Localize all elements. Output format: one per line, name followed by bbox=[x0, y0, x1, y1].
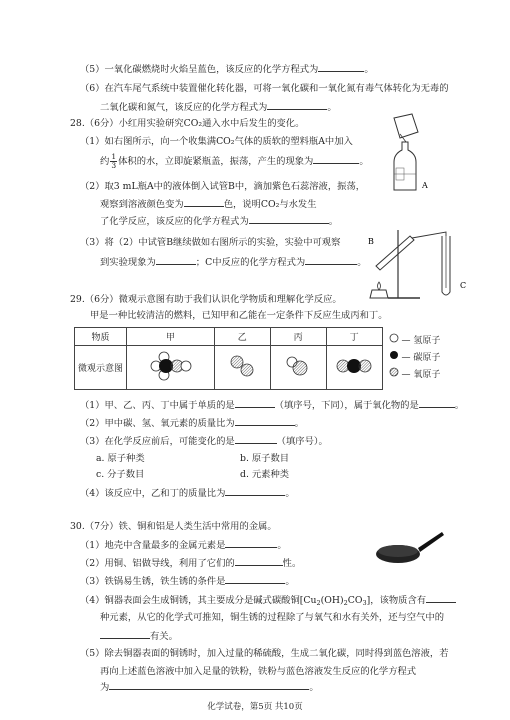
q30-s3: （3）铁锅易生锈，铁生锈的条件是 。 bbox=[80, 576, 295, 587]
q29-title: 29.（6分）微观示意图有助于我们认识化学物质和理解化学反应。 bbox=[70, 294, 342, 305]
q-prev-item6-line1: （6）在汽车尾气系统中装置催化转化器，可将一氧化碳和一氧化氮有毒气体转化为无毒的 bbox=[80, 83, 449, 94]
legend-oxygen: — 氧原子 bbox=[389, 367, 454, 384]
q30-s4-line3: 有关。 bbox=[100, 629, 178, 643]
q29-intro: 甲是一种比较清洁的燃料，已知甲和乙能在一定条件下反应生成丙和丁。 bbox=[90, 310, 388, 321]
q29-s3: （3）在化学反应前后，可能变化的是 （填序号）。 bbox=[80, 436, 328, 447]
q29-s4: （4）该反应中，乙和丁的质量比为 。 bbox=[80, 488, 295, 499]
test-tube-c bbox=[442, 236, 450, 295]
q28-s3-line1: （3）将（2）中试管B继续做如右图所示的实验，实验中可观察 bbox=[80, 237, 341, 248]
q29-option-d: d. 元素种类 bbox=[240, 469, 290, 480]
answer-blank[interactable] bbox=[235, 398, 275, 408]
formula-part1: $_2(OH)_2CO_3$ bbox=[316, 595, 367, 607]
label-a: A bbox=[422, 181, 428, 190]
q28-s2-line1: （2）取3 mL瓶A中的液体倒入试管B中，滴加紫色石蕊溶液，振荡， bbox=[80, 181, 366, 192]
carbon-dioxide-molecule-icon bbox=[334, 350, 374, 382]
answer-blank[interactable] bbox=[426, 593, 456, 603]
beaker-pouring bbox=[394, 114, 418, 142]
q-prev-item5: （5）一氧化碳燃烧时火焰呈蓝色，该反应的化学方程式为 。 bbox=[80, 64, 374, 75]
q30-s5-line2: 再向上述蓝色溶液中加入足量的铁粉，铁粉与蓝色溶液发生反应的化学方程式 bbox=[100, 666, 417, 677]
answer-blank[interactable] bbox=[225, 538, 277, 548]
q30-s2: （2）用铜、铝做导线，利用了它们的 性。 bbox=[80, 558, 302, 569]
molecule-table bbox=[74, 327, 454, 390]
label-b: B bbox=[368, 237, 374, 246]
page-footer: 化学试卷，第5页 共10页 bbox=[207, 702, 303, 712]
q30-s5-line3: 为 。 bbox=[100, 682, 319, 693]
answer-blank[interactable] bbox=[318, 62, 364, 72]
oxygen-atom-icon bbox=[389, 367, 399, 377]
answer-blank[interactable] bbox=[235, 556, 283, 566]
bottle-a-figure bbox=[372, 112, 444, 192]
molecule-bing bbox=[270, 346, 326, 390]
q30-s1: （1）地壳中含量最多的金属元素是 。 bbox=[80, 540, 287, 551]
legend-carbon: — 碳原子 bbox=[389, 350, 454, 367]
answer-blank[interactable] bbox=[313, 154, 359, 164]
q29-option-b: b. 原子数目 bbox=[240, 453, 290, 464]
q30-title: 30.（7分）铁、铜和铝是人类生活中常用的金属。 bbox=[70, 521, 277, 532]
q29-s2: （2）甲中碳、氢、氧元素的质量比为 。 bbox=[80, 418, 304, 429]
q28-s1-line2: 约 $\frac{1}{3}$ 体积的水，立即旋紧瓶盖，振荡，产生的现象为 。 bbox=[100, 152, 369, 170]
hydrogen-atom-icon bbox=[389, 333, 399, 343]
answer-blank[interactable] bbox=[225, 574, 285, 584]
soft-plastic-bottle bbox=[394, 142, 416, 190]
water-molecule-icon bbox=[282, 350, 314, 382]
atom-legend bbox=[383, 333, 454, 384]
iron-stand bbox=[388, 230, 420, 298]
q30-s4-line2: 种元素，从它的化学式可推知，铜生锈的过程除了与氧气和水有关外，还与空气中的 bbox=[100, 612, 444, 623]
row-label-micro: 微观示意图 bbox=[75, 346, 127, 390]
molecule-ding bbox=[326, 346, 382, 390]
q-prev-item6-line2: 二氧化碳和氮气，该反应的化学方程式为 。 bbox=[100, 102, 337, 113]
legend-hydrogen: — 氢原子 bbox=[389, 333, 454, 350]
q28-s3-line2: 到实验现象为 ；C中反应的化学方程式为 。 bbox=[100, 257, 367, 268]
answer-blank[interactable] bbox=[225, 486, 285, 496]
answer-blank[interactable] bbox=[184, 197, 224, 207]
answer-blank[interactable] bbox=[156, 255, 196, 265]
answer-blank[interactable] bbox=[305, 255, 357, 265]
answer-blank[interactable] bbox=[249, 214, 329, 224]
q29-s1: （1）甲、乙、丙、丁中属于单质的是 （填序号，下同），属于氧化物的是 。 bbox=[80, 400, 465, 411]
answer-blank[interactable] bbox=[267, 100, 327, 110]
row-label-substance: 物质 bbox=[75, 328, 127, 346]
test-tube-b bbox=[376, 232, 446, 270]
molecule-yi bbox=[214, 346, 270, 390]
alcohol-lamp bbox=[370, 282, 388, 298]
answer-blank[interactable] bbox=[235, 434, 277, 444]
carbon-atom-icon bbox=[389, 350, 399, 360]
q30-s5-line1: （5）除去铜器表面的铜锈时，加入过量的稀硫酸，生成二氧化碳，同时得到蓝色溶液，若 bbox=[80, 648, 449, 659]
q28-s2-line2: 观察到溶液颜色变为 色，说明CO₂与水发生 bbox=[100, 199, 317, 210]
answer-blank[interactable] bbox=[100, 629, 150, 639]
col-yi: 乙 bbox=[214, 328, 270, 346]
q28-s1-line1: （1）如右图所示，向一个收集满CO₂气体的质软的塑料瓶A中加入 bbox=[80, 136, 353, 147]
q30-s4-line1: （4）铜器表面会生成铜锈，其主要成分是碱式碳酸铜$[Cu_2(OH)_2CO_3]$，该物质含有 bbox=[80, 593, 456, 610]
answer-blank[interactable] bbox=[235, 416, 295, 426]
frying-pan-figure bbox=[372, 526, 446, 570]
q29-option-a: a. 原子种类 bbox=[96, 453, 145, 464]
fraction-one-third: $\frac{1}{3}$ bbox=[111, 152, 117, 170]
col-jia: 甲 bbox=[126, 328, 214, 346]
heating-apparatus-figure bbox=[362, 222, 480, 302]
label-c: C bbox=[460, 281, 467, 290]
q28-title: 28.（6分）小红用实验研究CO₂通入水中后发生的变化。 bbox=[70, 118, 305, 129]
col-bing: 丙 bbox=[270, 328, 326, 346]
q29-option-c: c. 分子数目 bbox=[96, 469, 145, 480]
answer-blank[interactable] bbox=[419, 398, 455, 408]
q28-s2-line3: 了化学反应，该反应的化学方程式为 。 bbox=[100, 216, 339, 227]
oxygen-molecule-icon bbox=[226, 350, 258, 382]
molecule-jia bbox=[126, 346, 214, 390]
legend-cell bbox=[382, 328, 454, 390]
methanol-molecule-icon bbox=[146, 350, 194, 382]
col-ding: 丁 bbox=[326, 328, 382, 346]
answer-blank[interactable] bbox=[109, 680, 309, 690]
